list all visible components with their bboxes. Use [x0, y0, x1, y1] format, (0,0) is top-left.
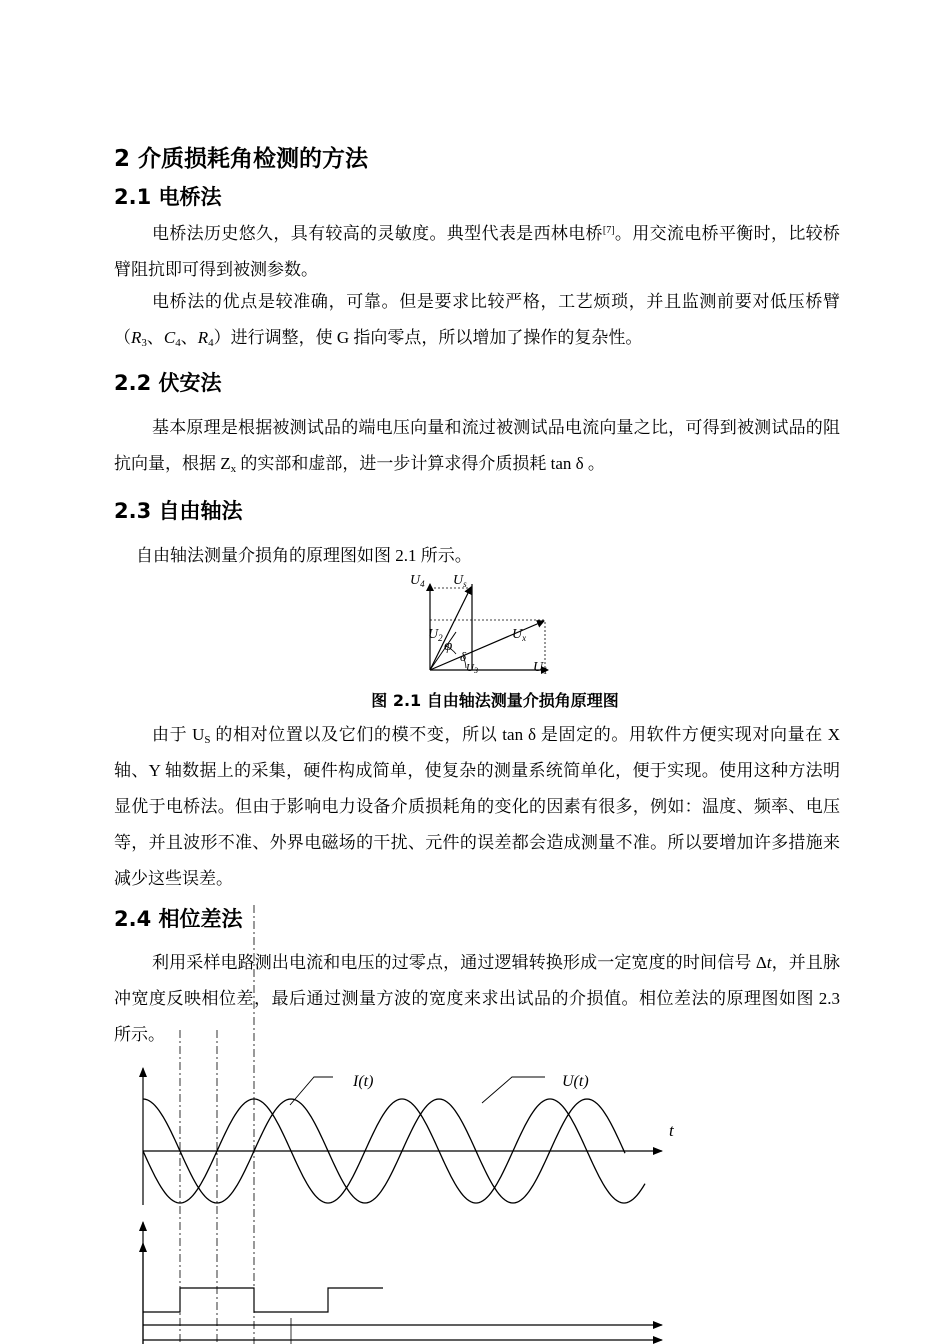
paragraph-free-axis: 由于 $U_S$ 的相对位置以及它们的模不变，所以 tan δ 是固定的。用软件方便实现对向量在 X 轴、Y 轴数据上的采集，硬件构成简单，使复杂的测量系统简单化，便于实现。使用这种方法明显优于电桥法。但由于影响电力设备介质损耗角的变化的因素有很多，例如：温度、频率、电压等，并且波形不准、外界电磁场的干扰、元件的误差都会造成测量不准。所以要增加许多措施来减少这些误差。	[114, 725, 840, 888]
label-t: t	[669, 1121, 674, 1140]
label-u4: $U_4$	[410, 573, 425, 589]
paragraph-phase-difference: 利用采样电路测出电流和电压的过零点，通过逻辑转换形成一定宽度的时间信号 Δt，并且脉冲宽度反映相位差，最后通过测量方波的宽度来求出试品的介损值。相位差法的原理图如图 2.3 所示。	[114, 953, 841, 1044]
chapter-heading: 2 介质损耗角检测的方法	[114, 146, 369, 172]
pulse-waveform	[143, 1288, 383, 1312]
section-heading-2-2: 2.2 伏安法	[114, 371, 222, 395]
label-u1: $U_1$	[533, 660, 548, 676]
paragraph-bridge-1: 电桥法历史悠久，具有较高的灵敏度。典型代表是西林电桥[7]。用交流电桥平衡时，比较桥臂阻抗即可得到被测参数。	[114, 224, 841, 279]
citation-ref: [7]	[602, 225, 615, 236]
section-heading-2-1: 2.1 电桥法	[114, 185, 222, 209]
paragraph-free-axis-intro: 自由轴法测量介损角的原理图如图 2.1 所示。	[136, 546, 472, 565]
phase-difference-waveform-diagram	[0, 900, 950, 1344]
leader-line-u	[482, 1077, 545, 1103]
section-heading-2-3: 2.3 自由轴法	[114, 499, 243, 523]
free-axis-vector-diagram	[400, 565, 570, 680]
label-u2: $U_2$	[428, 627, 443, 643]
label-i-t: I(t)	[353, 1073, 374, 1090]
label-u-t: U(t)	[562, 1073, 589, 1090]
paragraph-voltammetry: 基本原理是根据被测试品的端电压向量和流过被测试品电流向量之比，可得到被测试品的阻抗向量，根据 $Z_x$ 的实部和虚部，进一步计算求得介质损耗 tan δ 。	[114, 418, 840, 475]
label-phi: φ	[444, 638, 453, 654]
label-u3: U3	[466, 662, 478, 675]
label-ux: $U_x$	[512, 627, 527, 643]
label-us-top: $U_s$	[453, 573, 467, 589]
paragraph-bridge-2: 电桥法的优点是较准确，可靠。但是要求比较严格，工艺烦琐，并且监测前要对低压桥臂（$R_3$、$C_4$、$R_4$）进行调整，使 G 指向零点，所以增加了操作的复杂性。	[114, 292, 840, 349]
label-delta: δ	[460, 649, 467, 664]
figure-caption-2-1: 图 2.1 自由轴法测量介损角原理图	[371, 691, 619, 710]
section-heading-2-4: 2.4 相位差法	[114, 907, 243, 931]
